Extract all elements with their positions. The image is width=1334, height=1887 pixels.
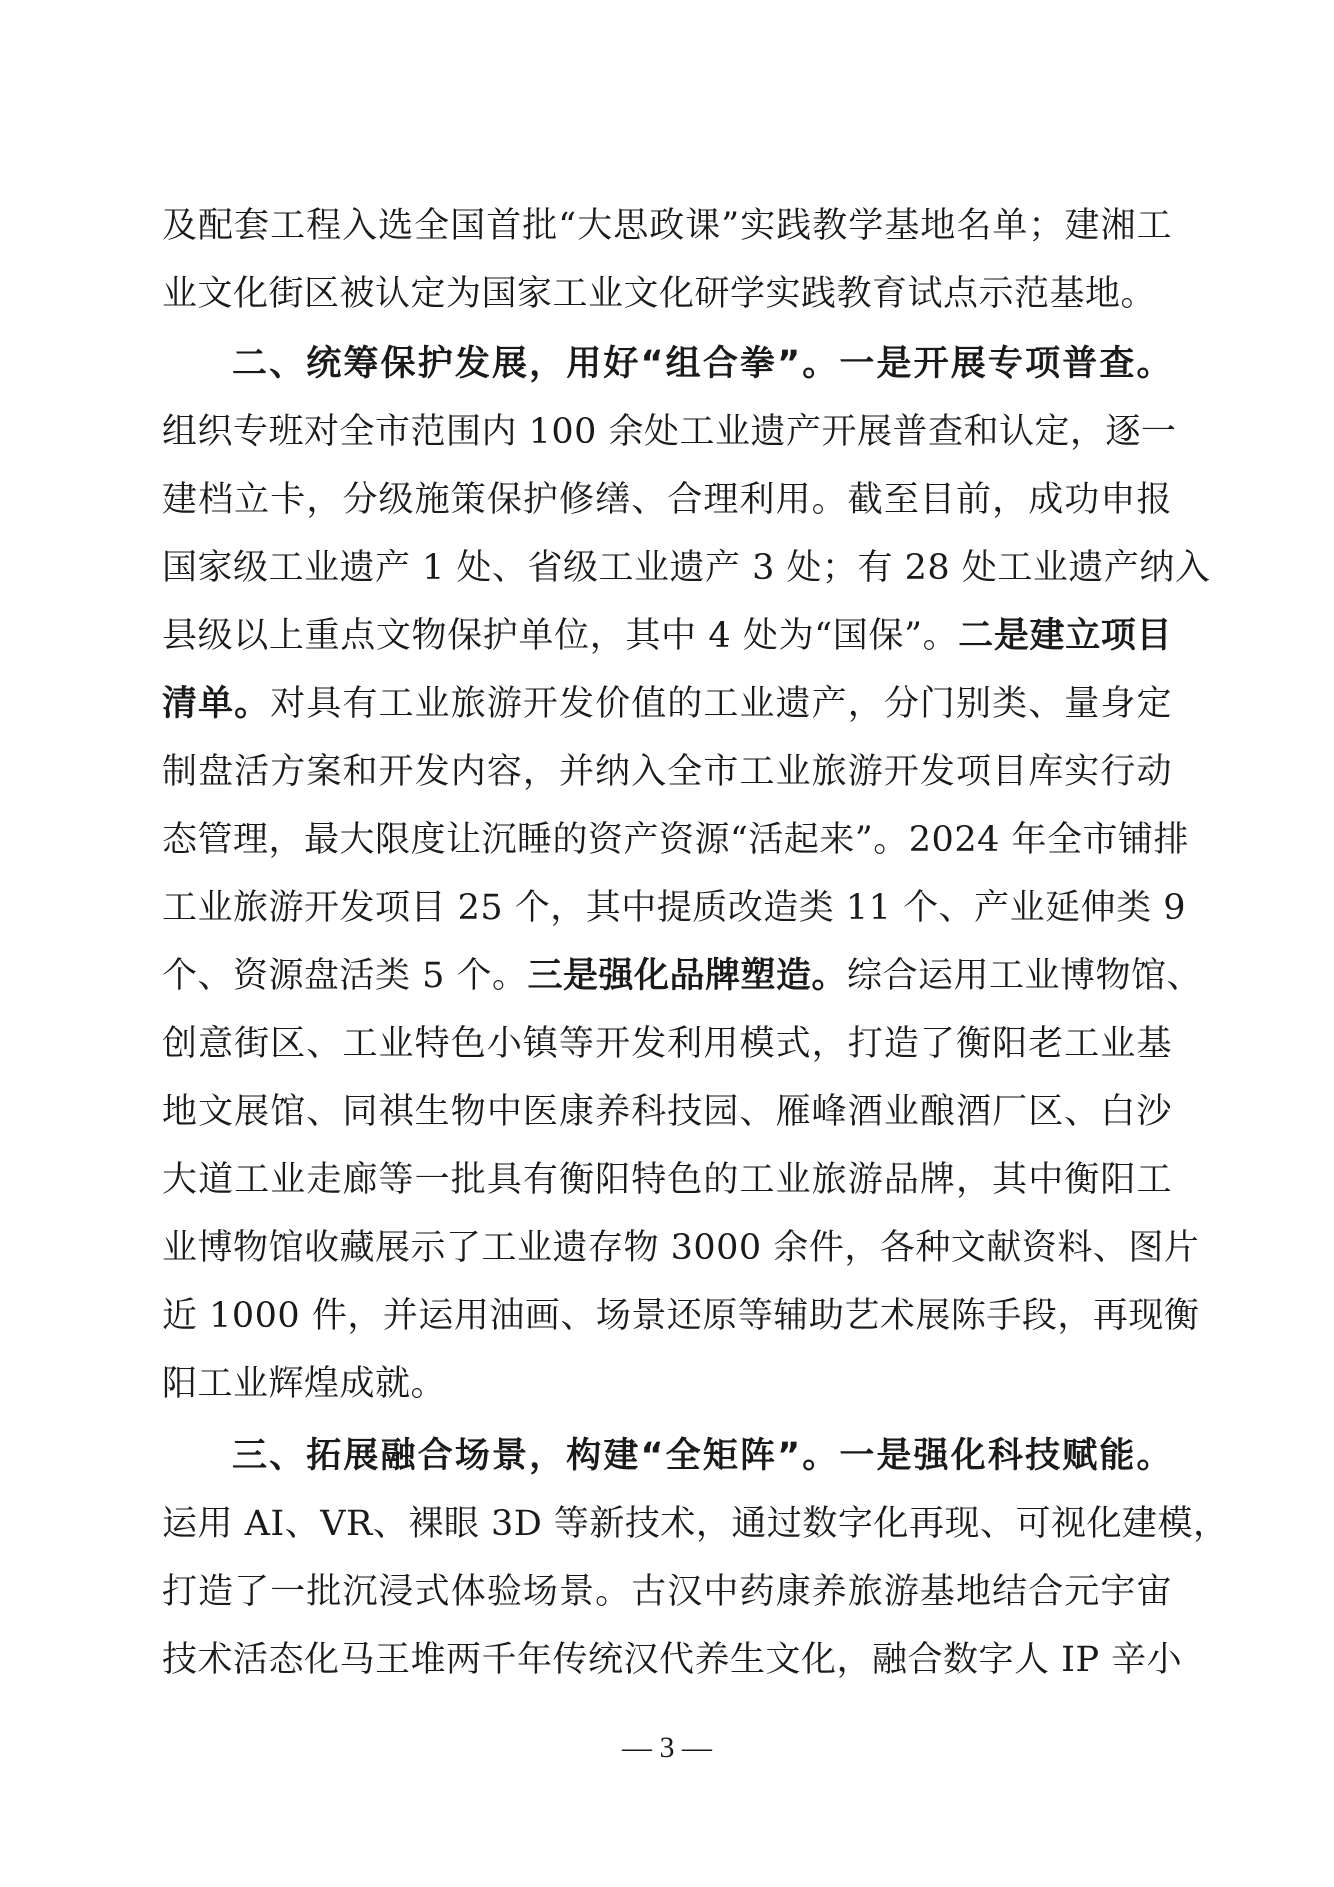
body-text: 组织专班对全市范围内 100 余处工业遗产开展普查和认定，逐一 (162, 412, 1177, 452)
paragraph-line (162, 1148, 1172, 1212)
paragraph-line (162, 740, 1172, 804)
bold-text: 二是建立项目 (958, 616, 1172, 656)
body-text: 业文化街区被认定为国家工业文化研学实践教育试点示范基地。 (162, 274, 1157, 314)
body-text: 创意街区、工业特色小镇等开发利用模式，打造了衡阳老工业基 (162, 1024, 1172, 1064)
paragraph-line (162, 1012, 1172, 1076)
body-text: 打造了一批沉浸式体验场景。古汉中药康养旅游基地结合元宇宙 (162, 1572, 1172, 1612)
paragraph-line (232, 1424, 1172, 1488)
paragraph-line (162, 1628, 1183, 1692)
body-text: 地文展馆、同祺生物中医康养科技园、雁峰酒业酿酒厂区、白沙 (162, 1092, 1172, 1132)
body-text: 县级以上重点文物保护单位，其中 4 处为“国保”。 (162, 616, 959, 656)
body-text: 业博物馆收藏展示了工业遗存物 3000 余件，各种文献资料、图片 (162, 1228, 1200, 1268)
paragraph-line (162, 400, 1177, 464)
bold-text: 二、统筹保护发展，用好“组合拳”。一是开展专项普查。 (232, 344, 1172, 384)
paragraph-line (162, 808, 1189, 872)
bold-text: 清单。 (162, 684, 271, 724)
paragraph-line (162, 468, 1172, 532)
paragraph-line (162, 262, 1172, 326)
body-text: 综合运用工业博物馆、 (847, 956, 1203, 996)
body-text: 制盘活方案和开发内容，并纳入全市工业旅游开发项目库实行动 (162, 752, 1172, 792)
body-text: 运用 AI、VR、裸眼 3D 等新技术，通过数字化再现、可视化建模， (162, 1504, 1229, 1544)
paragraph-line (162, 604, 1172, 668)
bold-text: 三是强化品牌塑造。 (527, 956, 848, 996)
paragraph-line (162, 1216, 1200, 1280)
paragraph-line (232, 332, 1172, 396)
paragraph-line (162, 876, 1186, 940)
paragraph-line (162, 536, 1211, 600)
paragraph-line (162, 1492, 1229, 1556)
body-text: 技术活态化马王堆两千年传统汉代养生文化，融合数字人 IP 辛小 (162, 1640, 1183, 1680)
page-number: — 3 — (622, 1731, 712, 1764)
body-text: 个、资源盘活类 5 个。 (162, 956, 528, 996)
body-text: 建档立卡，分级施策保护修缮、合理利用。截至目前，成功申报 (162, 480, 1172, 520)
body-text: 阳工业辉煌成就。 (162, 1364, 447, 1404)
body-text: 对具有工业旅游开发价值的工业遗产，分门别类、量身定 (270, 684, 1172, 724)
paragraph-line (162, 1080, 1172, 1144)
paragraph-line (162, 1560, 1172, 1624)
body-text: 大道工业走廊等一批具有衡阳特色的工业旅游品牌，其中衡阳工 (162, 1160, 1172, 1200)
paragraph-line (162, 672, 1172, 736)
body-text: 近 1000 件，并运用油画、场景还原等辅助艺术展陈手段，再现衡 (162, 1296, 1200, 1336)
body-text: 国家级工业遗产 1 处、省级工业遗产 3 处；有 28 处工业遗产纳入 (162, 548, 1211, 588)
paragraph-line (162, 1352, 1172, 1416)
body-text: 及配套工程入选全国首批“大思政课”实践教学基地名单；建湘工 (162, 206, 1172, 246)
paragraph-line (162, 1284, 1200, 1348)
bold-text: 三、拓展融合场景，构建“全矩阵”。一是强化科技赋能。 (232, 1436, 1172, 1476)
paragraph-line (162, 194, 1172, 258)
body-text: 工业旅游开发项目 25 个，其中提质改造类 11 个、产业延伸类 9 (162, 888, 1186, 928)
paragraph-line (162, 944, 1203, 1008)
body-text: 态管理，最大限度让沉睡的资产资源“活起来”。2024 年全市铺排 (162, 820, 1189, 860)
